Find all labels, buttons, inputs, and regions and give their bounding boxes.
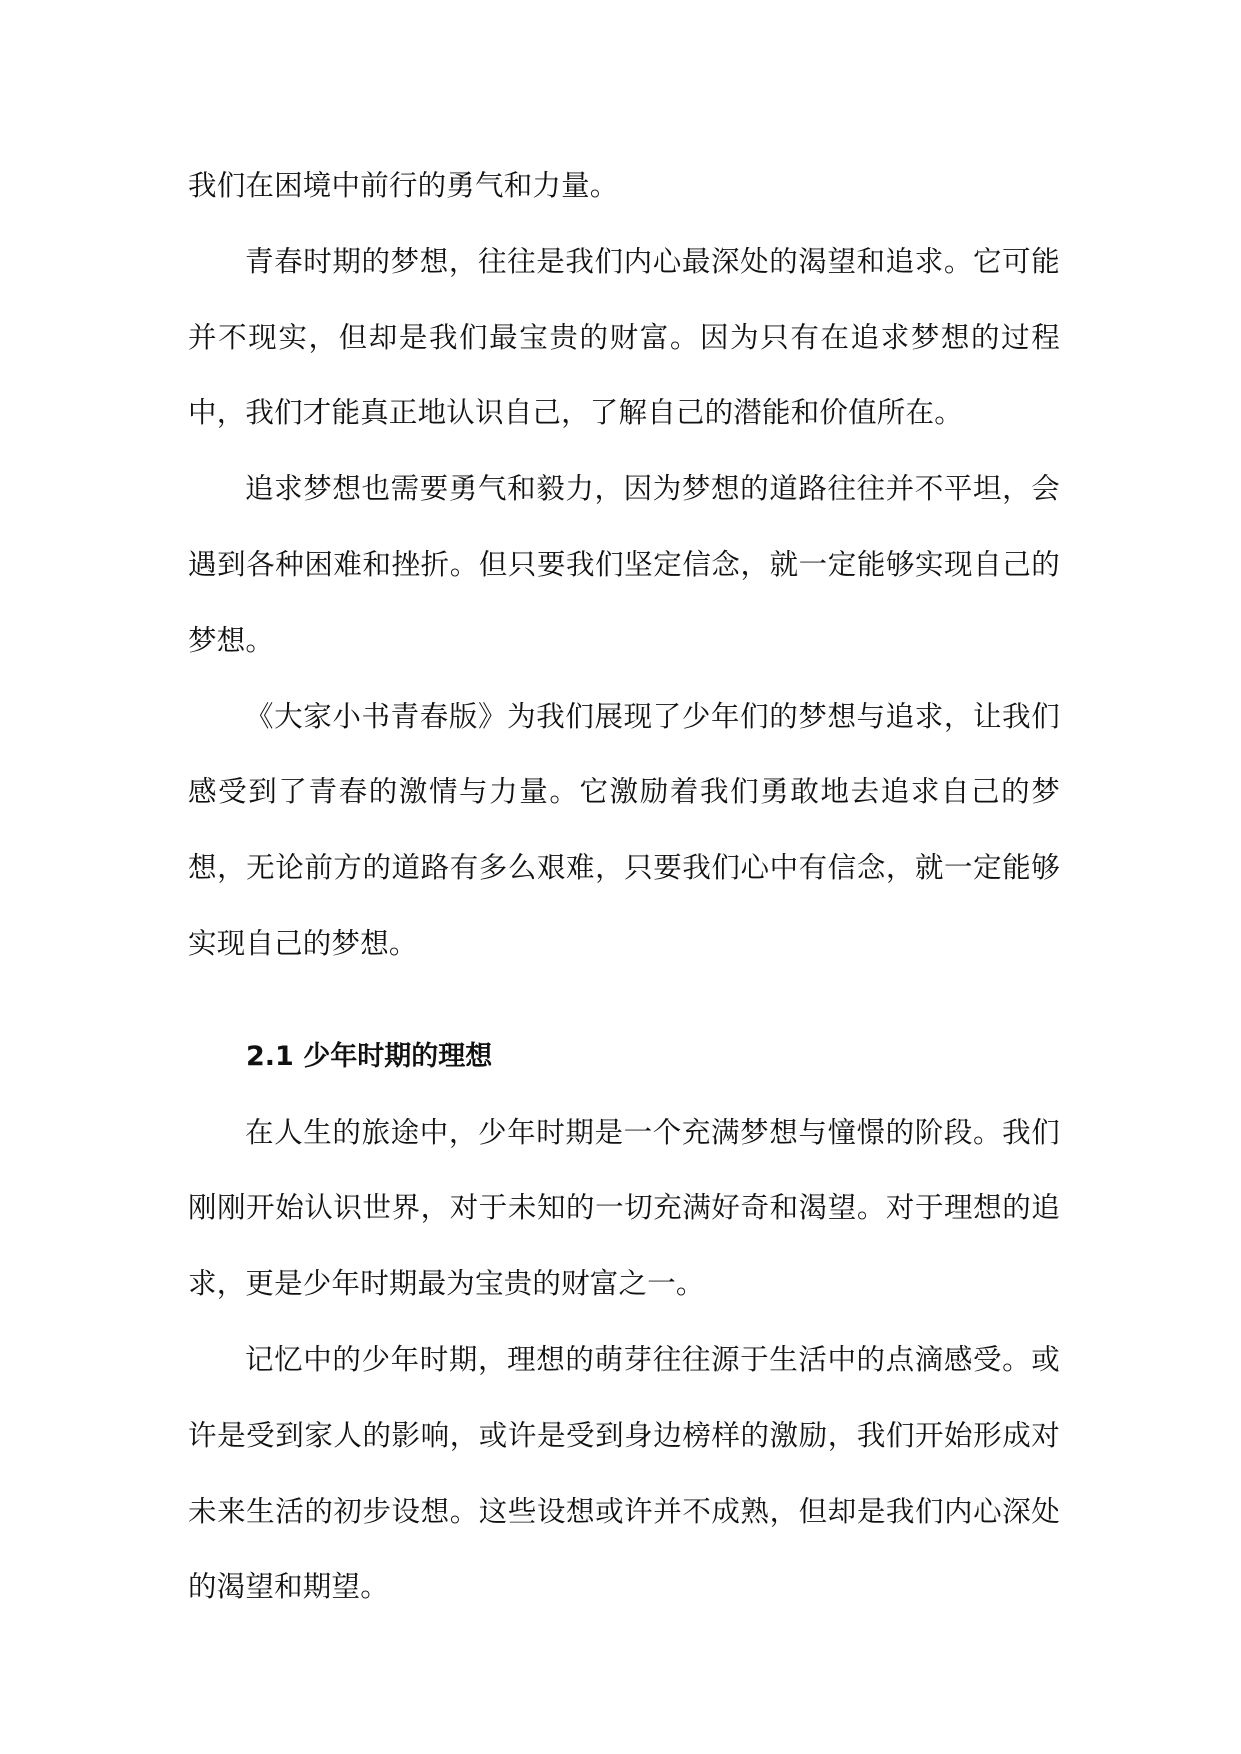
document-body <box>188 148 1060 1625</box>
paragraph-book-review: 《大家小书青春版》为我们展现了少年们的梦想与追求，让我们感受到了青春的激情与力量。它激励着我们勇敢地去追求自己的梦想，无论前方的道路有多么艰难，只要我们心中有信念，就一定能够实现自己的梦想。 <box>188 699 1060 960</box>
paragraph-memory: 记忆中的少年时期，理想的萌芽往往源于生活中的点滴感受。或许是受到家人的影响，或许是受到身边榜样的激励，我们开始形成对未来生活的初步设想。这些设想或许并不成熟，但却是我们内心深处的渴望和期望。 <box>188 1342 1060 1604</box>
section-heading: 2.1 少年时期的理想 <box>246 1040 493 1072</box>
paragraph-courage: 追求梦想也需要勇气和毅力，因为梦想的道路往往并不平坦，会遇到各种困难和挫折。但只要我们坚定信念，就一定能够实现自己的梦想。 <box>188 472 1060 657</box>
paragraph-continuation: 我们在困境中前行的勇气和力量。 <box>188 169 619 202</box>
paragraph-youth-stage: 在人生的旅途中，少年时期是一个充满梦想与憧憬的阶段。我们刚刚开始认识世界，对于未知的一切充满好奇和渴望。对于理想的追求，更是少年时期最为宝贵的财富之一。 <box>188 1115 1060 1301</box>
paragraph-dream-youth: 青春时期的梦想，往往是我们内心最深处的渴望和追求。它可能并不现实，但却是我们最宝贵的财富。因为只有在追求梦想的过程中，我们才能真正地认识自己，了解自己的潜能和价值所在。 <box>188 244 1060 430</box>
